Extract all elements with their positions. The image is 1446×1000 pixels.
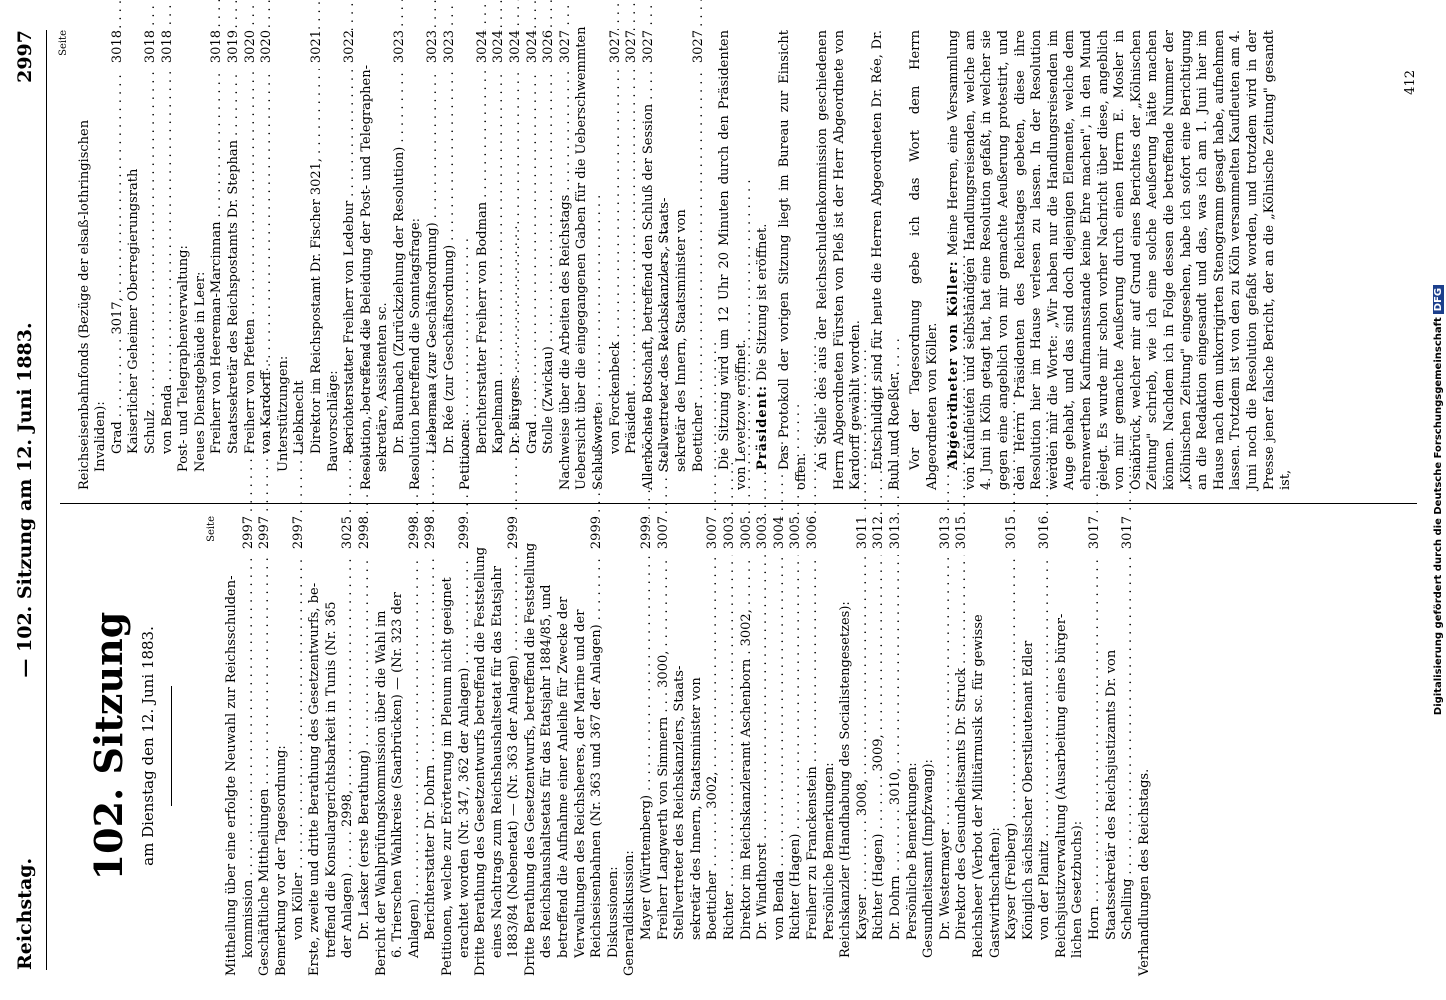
toc-entry-text: Boetticher . . . . . . . 3002, . . . xyxy=(705,555,722,976)
toc-entry xyxy=(359,30,376,490)
toc-entry-text: Allerhöchste Botschaft, betreffend den Schluß der Session . . . xyxy=(641,69,658,490)
body-paragraph: Vor der Tagesordnung gebe ich das Wort dem Herrn Abgeordneten von Köller. xyxy=(908,30,940,490)
header-rule xyxy=(46,30,47,970)
toc-entry-page: 2998 xyxy=(407,516,424,555)
toc-entry xyxy=(506,516,523,976)
toc-entry-text: Dr. Rée (zur Geschäftsordnung) . . . xyxy=(442,69,459,490)
toc-entry-text: Dr. Westermayer . . . xyxy=(938,555,955,976)
toc-entry-page: 3027 xyxy=(608,30,625,69)
toc-entry xyxy=(457,516,474,976)
toc-entry-text: Direktor im Reichskanzleramt Aschenborn . 3002, . . . xyxy=(739,555,756,976)
toc-entry xyxy=(241,516,258,976)
toc-entry xyxy=(425,30,442,490)
speech-paragraph xyxy=(946,30,1294,490)
toc-entry-text: Persönliche Bemerkungen: xyxy=(904,762,920,940)
toc-entry-page: 2997 xyxy=(241,516,258,555)
toc-entry xyxy=(77,30,94,490)
toc-entry-text: Freiherr von Pfetten . . . xyxy=(243,69,260,490)
toc-entry xyxy=(871,516,888,976)
toc-entry-page: 2999 xyxy=(457,516,474,555)
toc-entry-text: Invaliden): xyxy=(93,401,109,472)
table-of-contents-right xyxy=(76,26,708,490)
toc-entry xyxy=(838,516,855,976)
toc-entry xyxy=(309,30,326,490)
toc-entry xyxy=(324,516,341,976)
toc-entry xyxy=(257,516,274,976)
toc-entry-page: 3024 xyxy=(525,30,542,69)
toc-entry-page: 3023 xyxy=(425,30,442,69)
toc-entry xyxy=(921,516,938,976)
toc-entry-text: von Köller . . . xyxy=(291,555,308,976)
toc-entry-page: 3011 xyxy=(855,516,872,555)
toc-entry xyxy=(988,516,1005,976)
toc-entry xyxy=(574,26,591,490)
toc-entry xyxy=(691,30,708,490)
toc-entry xyxy=(93,30,110,490)
toc-entry xyxy=(342,30,359,490)
toc-entry-text: Richter (Hagen) . . . . . . . 3009, . . . xyxy=(871,555,888,976)
toc-entry-text: Bericht der Wahlprüfungskommission über die Wahl im xyxy=(373,610,389,976)
toc-entry xyxy=(1087,516,1104,976)
toc-entry-text: Erste, zweite und dritte Berathung des Gesetzentwurfs, be- xyxy=(307,582,323,976)
toc-entry xyxy=(375,30,392,490)
toc-entry xyxy=(276,30,293,490)
toc-entry xyxy=(491,30,508,490)
toc-entry-text: Stellvertreter des Reichskanzlers, Staats- xyxy=(657,197,673,472)
toc-entry xyxy=(541,30,558,490)
toc-entry-page: 3003 xyxy=(755,516,772,555)
toc-entry xyxy=(440,516,457,976)
toc-entry xyxy=(143,30,160,490)
toc-entry xyxy=(473,516,490,976)
toc-entry-page: 3005 xyxy=(739,516,756,555)
toc-entry-page: 3018 xyxy=(160,30,177,69)
toc-entry xyxy=(490,516,507,976)
toc-entry xyxy=(641,30,658,490)
toc-entry-text: Unterstützungen: xyxy=(275,355,291,472)
toc-entry xyxy=(822,516,839,976)
toc-entry-page: 3025 xyxy=(340,516,357,555)
toc-entry xyxy=(1070,516,1087,976)
toc-entry-text: Resolution, betreffend die Beleidung der Post- und Telegraphen- xyxy=(358,64,374,490)
toc-entry-text: Reichseisenbahnfonds (Bezüge der elsaß-lothringischen xyxy=(76,119,92,490)
toc-entry-page: 3024 xyxy=(508,30,525,69)
toc-entry-text: Direktor des Gesundheitsamts Dr. Struck . . . xyxy=(954,555,971,976)
toc-entry-text: sekretär des Innern, Staatsminister von xyxy=(673,209,689,472)
speech-text: Die Sitzung ist eröffnet. xyxy=(755,223,771,386)
toc-entry-text: Direktor im Reichspostamt Dr. Fischer 3021, . . . xyxy=(309,69,326,490)
toc-entry-text: Mayer (Württemberg) . . . xyxy=(639,555,656,976)
toc-entry-text: lichen Gesetzbuchs): xyxy=(1070,820,1086,958)
president-paragraph xyxy=(755,30,772,490)
toc-entry-text: Resolution betreffend die Sonntagsfrage: xyxy=(408,217,424,490)
session-title: 102. Sitzung xyxy=(86,611,131,881)
toc-entry xyxy=(458,30,475,490)
toc-entry-page: 3018 xyxy=(209,30,226,69)
toc-entry xyxy=(326,30,343,490)
toc-entry xyxy=(1021,516,1038,976)
toc-entry-text: Horn . . . xyxy=(1087,555,1104,976)
toc-entry-page: 2999 xyxy=(589,516,606,555)
toc-entry xyxy=(390,516,407,976)
toc-entry xyxy=(291,516,308,976)
toc-entry-text: von Forckenbeck . . . xyxy=(608,69,625,490)
toc-entry xyxy=(971,516,988,976)
toc-entry-text: Gesundheitsamt (Impfzwang): xyxy=(921,759,937,958)
toc-entry xyxy=(340,516,357,976)
toc-entry-text: Bemerkung vor der Tagesordnung: xyxy=(273,745,289,976)
toc-entry-text: Persönliche Bemerkungen: xyxy=(821,762,837,940)
toc-entry xyxy=(772,516,789,976)
toc-entry xyxy=(1004,516,1021,976)
toc-entry-text: erachtet worden (Nr. 347, 362 der Anlagen) . . . xyxy=(457,555,474,976)
toc-entry-page: 3017 xyxy=(1120,516,1137,555)
toc-entry-text: Dritte Berathung des Gesetzentwurfs betreffend die Feststellung xyxy=(473,546,489,976)
toc-entry-text: Kayser . . . . . . . . . 3008, . . . xyxy=(855,555,872,976)
toc-entry-text: eines Nachtrags zum Reichshaushaltsetat für das Etatsjahr xyxy=(489,566,505,958)
toc-entry-text: Schelling . . . xyxy=(1120,555,1137,976)
toc-entry-text: Berichterstatter Freiherr von Ledebur . . . xyxy=(342,69,359,490)
toc-entry-page: 2997 xyxy=(291,516,308,555)
toc-entry-text: Schlußworte: xyxy=(591,401,606,490)
body-paragraph: Das Protokoll der vorigen Sitzung liegt im Bureau zur Einsicht offen. xyxy=(776,30,809,490)
opening-paragraph: Die Sitzung wird um 12 Uhr 20 Minuten durch den Präsidenten von Levetzow eröffnet. xyxy=(717,30,749,490)
toc-entry xyxy=(788,516,805,976)
toc-entry xyxy=(674,30,691,490)
toc-entry xyxy=(622,516,639,976)
toc-entry-text: Generaldiskussion: xyxy=(622,850,638,976)
toc-entry-text: Petitionen, welche zur Erörterung im Plenum nicht geeignet xyxy=(439,577,455,976)
running-head-left: Reichstag. xyxy=(14,857,36,970)
toc-entry xyxy=(292,30,309,490)
toc-entry-page: 3013 xyxy=(938,516,955,555)
toc-entry xyxy=(639,516,656,976)
toc-entry xyxy=(591,30,608,490)
toc-entry-text: Reichskanzler (Handhabung des Socialistengesetzes): xyxy=(838,601,854,958)
toc-entry-page: 3005 xyxy=(788,516,805,555)
left-column xyxy=(56,516,1153,976)
toc-entry-page: 3003 xyxy=(722,516,739,555)
running-head xyxy=(14,30,40,970)
toc-entry-text: Berichterstatter Freiherr von Bodman . . . xyxy=(475,69,492,490)
toc-entry-page: 3024 xyxy=(491,30,508,69)
toc-entry-text: Nachweise über die Arbeiten des Reichstags . . . xyxy=(558,69,575,490)
credit-text: Digitalisierung gefördert durch die Deutsche Forschungsgemeinschaft xyxy=(1433,317,1444,716)
toc-entry-page: 2997 xyxy=(257,516,274,555)
speech-text: Meine Herren, eine Versammlung von Kaufleuten und selbständigen Handlungsreisenden, welche am 4. Juni in Köln getagt hat, hat eine Resolution gefaßt, in welcher sie gegen eine angeblich von mir gemachte Aeußerung protestirt, und den Herrn Präsidenten des Reichstages gebeten, diese ihre Resolution hier im Hause verlesen zu lassen. In der Resolution werden mir die Worte: „Wir haben nur die Handlungsreisenden im Auge gehabt, und das sind doch diejenigen Elemente, welche dem ehrenwerthen Kaufmannsstande keine Ehre machen", in den Mund gelegt. Es wurde mir schon vorher Nachricht über diese, angeblich von mir gemachte Aeußerung durch einen Herrn E. Mosler in Osnabrück, welcher mir auf Grund eines Berichtes der „Kölnischen Zeitung" schrieb, wie ich eine solche Aeußerung hätte machen können. Nachdem ich in Folge dessen die betreffende Nummer der „Kölnischen Zeitung" eingesehen, habe ich sofort eine Berichtigung an die Redaktion eingesandt und das, was ich am 1. Juni hier im Hause nach dem unkorrigirten Stenogramm gesagt habe, aufnehmen lassen. Trotzdem ist von den zu Köln versammelten Kaufleuten am 4. Juni noch die Resolution gefaßt worden, und trotzdem wird in der Presse jener falsche Bericht, der an die „Kölnische Zeitung" gesandt ist, xyxy=(946,30,1294,490)
toc-entry-page: 3020 xyxy=(243,30,260,69)
toc-entry-text: Grad . . . xyxy=(525,69,542,490)
toc-entry-text: Lieberman (zur Geschäftsordnung) . . . xyxy=(425,69,442,490)
toc-entry-text: Post- und Telegraphenverwaltung: xyxy=(176,245,192,472)
toc-entry-text: von Benda . . . xyxy=(772,555,789,976)
toc-entry-text: Staatssekretär des Reichsjustizamts Dr. von xyxy=(1103,649,1119,940)
toc-entry-page: 2998 xyxy=(423,516,440,555)
toc-entry-text: der Anlagen) . . . . . 2998, . . . xyxy=(340,555,357,976)
toc-entry xyxy=(110,30,127,490)
toc-entry-page: 3013 xyxy=(888,516,905,555)
toc-entry xyxy=(722,516,739,976)
toc-entry-text: Verwaltungen des Reichsheeres, der Marine und der xyxy=(572,609,588,958)
toc-entry xyxy=(755,516,772,976)
toc-entry xyxy=(126,30,143,490)
toc-entry-page: 3018 xyxy=(143,30,160,69)
speaker-name: Präsident: xyxy=(755,385,771,470)
toc-entry-page: 3027 xyxy=(558,30,575,69)
toc-entry xyxy=(374,516,391,976)
toc-entry xyxy=(259,30,276,490)
toc-entry-text: Grad . . . . . . . . . . 3017, . . . xyxy=(110,69,127,490)
speaker-name: Abgeordneter von Köller: xyxy=(946,260,962,470)
toc-entry-text: Reichsjustizverwaltung (Ausarbeitung eines bürger- xyxy=(1053,613,1069,958)
toc-entry-text: Freiherr von Heereman-Marcinnan . . . xyxy=(209,69,226,490)
toc-entry xyxy=(954,516,971,976)
toc-entry-text: treffend die Konsulargerichtsbarkeit in Tunis (Nr. 365 xyxy=(323,601,339,958)
toc-entry-text: Dr. Lasker (erste Berathung) . . . xyxy=(357,555,374,976)
toc-entry-page: 3012 xyxy=(871,516,888,555)
toc-entry xyxy=(475,30,492,490)
toc-entry xyxy=(160,30,177,490)
toc-entry-page: 3007 xyxy=(705,516,722,555)
toc-entry-text: von Kardorff . . . xyxy=(259,69,276,490)
toc-entry-text: Dr. Baumbach (Zurückziehung der Resolution) . . . xyxy=(392,69,409,490)
toc-entry-text: von Benda . . . xyxy=(160,69,177,490)
toc-entry-text: Schulz . . . xyxy=(143,69,160,490)
toc-entry-text: Boetticher . . . xyxy=(691,69,708,490)
toc-entry-text: Anlagen) . . . xyxy=(407,555,424,976)
toc-entry xyxy=(357,516,374,976)
toc-entry-text: Mittheilung über eine erfolgte Neuwahl zur Reichsschulden- xyxy=(224,575,240,976)
running-head-center: — 102. Sitzung am 12. Juni 1883. xyxy=(14,322,36,678)
toc-entry xyxy=(523,516,540,976)
toc-entry-page: 2998 xyxy=(357,516,374,555)
toc-entry-text: Gastwirthschaften): xyxy=(987,827,1003,958)
toc-entry-text: Richter (Hagen) . . . xyxy=(788,555,805,976)
toc-entry-page: 3023 xyxy=(442,30,459,69)
right-column xyxy=(56,26,1300,490)
toc-entry-text: Königlich sächsischer Oberstlieutenant Edler xyxy=(1020,640,1036,940)
toc-entry-text: Dr. Windthorst . . . xyxy=(755,555,772,976)
toc-entry xyxy=(739,516,756,976)
dfg-logo: DFG xyxy=(1433,285,1444,314)
toc-entry xyxy=(423,516,440,976)
toc-entry xyxy=(539,516,556,976)
seite-label: Seite xyxy=(205,516,217,542)
toc-entry xyxy=(657,30,674,490)
toc-entry-page: 3020 xyxy=(259,30,276,69)
toc-entry xyxy=(407,516,424,976)
toc-entry-text: Liebknecht xyxy=(292,380,308,454)
toc-entry-text: Richter . . . xyxy=(722,555,739,976)
toc-entry xyxy=(589,516,606,976)
body-paragraph: Entschuldigt sind für heute die Herren Abgeordneten Dr. Rée, Dr. Buhl und Roeßler. xyxy=(869,30,902,490)
toc-entry-text: kommission . . . xyxy=(241,555,258,976)
toc-entry-page: 3018 xyxy=(110,30,127,69)
toc-entry xyxy=(558,30,575,490)
toc-entry xyxy=(274,516,291,976)
toc-entry xyxy=(224,516,241,976)
seite-label-right: Seite xyxy=(58,30,69,56)
toc-entry-text: sekretäre, Assistenten sc. xyxy=(375,302,391,472)
toc-entry-text: Uebersicht über die eingegangenen Gaben für die Ueberschwemmten xyxy=(574,26,590,490)
toc-entry-page: 3022 xyxy=(342,30,359,69)
toc-entry-text: Dritte Berathung des Gesetzentwurfs, betreffend die Feststellung xyxy=(522,542,538,976)
toc-entry-text: Kaiserlicher Geheimer Oberregierungsrath xyxy=(126,168,142,454)
toc-entry xyxy=(656,516,673,976)
toc-entry-text: Dr. Dohrn . . . . . . . . 3010, . . . xyxy=(888,555,905,976)
toc-entry-text: Freiherr Langwerth von Simmern . . . 3000, . . . xyxy=(656,555,673,976)
toc-entry xyxy=(307,516,324,976)
page-number: 2997 xyxy=(14,30,36,83)
toc-entry xyxy=(888,516,905,976)
toc-entry-page: 3027 xyxy=(641,30,658,69)
session-date: am Dienstag den 12. Juni 1883. xyxy=(139,626,157,866)
toc-entry xyxy=(573,516,590,976)
toc-entry xyxy=(1137,516,1154,976)
toc-entry xyxy=(392,30,409,490)
toc-entry-page: 3026 xyxy=(541,30,558,69)
toc-entry xyxy=(525,30,542,490)
toc-entry-text: Diskussionen: xyxy=(605,866,621,958)
toc-entry xyxy=(1104,516,1121,976)
toc-entry-text: Kapelmann . . . xyxy=(491,69,508,490)
toc-entry-text: Verhandlungen des Reichstags. xyxy=(1136,768,1152,976)
toc-entry-text: Reichsheer (Verbot der Militärmusik sc. für gewisse xyxy=(970,614,986,958)
toc-entry xyxy=(176,30,193,490)
toc-entry xyxy=(1120,516,1137,976)
toc-entry-text: Reichseisenbahnen (Nr. 363 und 367 der Anlagen) . . . xyxy=(589,555,606,976)
toc-entry-text: Neues Dienstgebäude in Leer: xyxy=(192,271,208,472)
toc-entry-page: 3027 xyxy=(624,30,641,69)
toc-entry-text: betreffend die Aufnahme einer Anleihe für Zwecke der xyxy=(556,596,572,958)
toc-entry xyxy=(905,516,922,976)
toc-entry-page: 3007 xyxy=(656,516,673,555)
toc-entry-text: Berichterstatter Dr. Dohrn . . . xyxy=(423,555,440,976)
toc-entry-text: Stolle (Zwickau) . . . xyxy=(541,69,558,490)
toc-entry xyxy=(1037,516,1054,976)
toc-entry-text: Bauvorschläge: xyxy=(325,370,341,472)
toc-entry-page: 2999 xyxy=(506,516,523,555)
toc-entry-page: 3016 xyxy=(1037,516,1054,555)
toc-entry-page: 3023 xyxy=(392,30,409,69)
toc-entry xyxy=(508,30,525,490)
signature-number: 412 xyxy=(1403,70,1418,95)
toc-entry-text: Stellvertreter des Reichskanzlers, Staats- xyxy=(672,665,688,940)
toc-entry xyxy=(624,30,641,490)
toc-entry xyxy=(209,30,226,490)
toc-entry-text: des Reichshaushaltsetats für das Etatsjahr 1884/85, und xyxy=(539,584,555,958)
toc-entry-text: Dr. Bürgers . . . xyxy=(508,69,525,490)
toc-entry-text: Petitionen: xyxy=(458,418,474,490)
toc-entry-text: sekretär des Innern, Staatsminister von xyxy=(688,677,704,940)
toc-entry xyxy=(689,516,706,976)
toc-entry xyxy=(805,516,822,976)
toc-entry xyxy=(408,30,425,490)
toc-entry xyxy=(938,516,955,976)
toc-entry xyxy=(442,30,459,490)
toc-entry-text: Präsident . . . xyxy=(624,69,641,490)
toc-entry-page: 3006 xyxy=(805,516,822,555)
toc-entry-page: 3027 xyxy=(691,30,708,69)
toc-entry xyxy=(672,516,689,976)
toc-entry xyxy=(556,516,573,976)
table-of-contents-left xyxy=(224,516,1153,976)
toc-entry xyxy=(243,30,260,490)
toc-entry-text: Freiherr zu Franckenstein . . . xyxy=(805,555,822,976)
toc-entry-text: Geschäftliche Mittheilungen . . . xyxy=(257,555,274,976)
toc-entry-text: Kayser (Freiberg) . . . xyxy=(1004,555,1021,976)
toc-entry-page: 3004 xyxy=(772,516,789,555)
toc-entry-page: 3017 xyxy=(1087,516,1104,555)
toc-entry xyxy=(606,516,623,976)
toc-entry xyxy=(705,516,722,976)
toc-entry-text: von der Planitz . . . xyxy=(1037,555,1054,976)
digitization-credit xyxy=(1418,0,1444,1000)
toc-entry xyxy=(608,30,625,490)
toc-entry xyxy=(193,30,210,490)
toc-entry-page: 3019 xyxy=(226,30,243,69)
title-rule xyxy=(171,686,172,806)
body-paragraph: An Stelle des aus der Reichsschuldenkommission geschiedenen Herrn Abgeordneten Fürsten von Pleß ist der Herr Abgeordnete von Kardorff gewählt worden. xyxy=(815,30,864,490)
toc-entry-text: 1883/84 (Nebenetat) — (Nr. 363 der Anlagen) . . . xyxy=(506,555,523,976)
toc-entry xyxy=(855,516,872,976)
toc-entry-page: 2999 xyxy=(639,516,656,555)
toc-entry xyxy=(1054,516,1071,976)
toc-entry-page: 3015 xyxy=(1004,516,1021,555)
toc-entry-text: Staatssekretär des Reichspostamts Dr. Stephan . . . xyxy=(226,69,243,490)
toc-entry-page: 3021 xyxy=(309,30,326,69)
toc-entry-page: 3024 xyxy=(475,30,492,69)
toc-entry-page: 3015 xyxy=(954,516,971,555)
toc-entry xyxy=(226,30,243,490)
toc-entry-text: 6. Trierschen Wahlkreise (Saarbrücken) — (Nr. 323 der xyxy=(390,592,406,958)
